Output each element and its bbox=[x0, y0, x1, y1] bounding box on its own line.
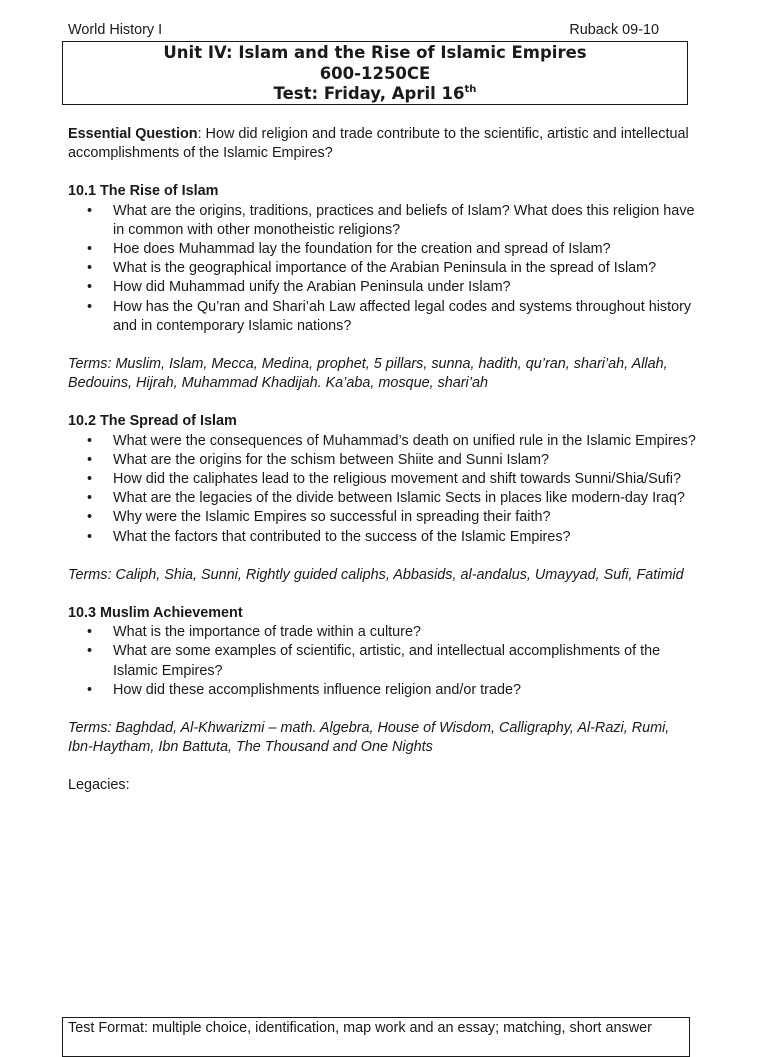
running-header bbox=[68, 21, 659, 40]
question-list bbox=[68, 202, 698, 336]
essential-question bbox=[68, 125, 698, 163]
legacies-label: Legacies: bbox=[68, 777, 130, 794]
terms-list: Terms: Muslim, Islam, Mecca, Medina, prophet, 5 pillars, sunna, hadith, qu’ran, shari’ah, Allah, Bedouins, Hijrah, Muhammad Khadijah. Ka’aba, mosque, shari’ah bbox=[68, 356, 668, 392]
list-item: • What are some examples of scientific, artistic, and intellectual accomplishments of the Islamic Empires? bbox=[68, 642, 698, 680]
list-item: • What is the importance of trade within a culture? bbox=[68, 623, 698, 642]
section-title: 10.2 The Spread of Islam bbox=[68, 413, 237, 430]
list-item: • How has the Qu’ran and Shari’ah Law affected legal codes and systems throughout history and in contemporary Islamic nations? bbox=[68, 298, 698, 336]
course-name: World History I bbox=[68, 22, 163, 38]
list-item: • How did the caliphates lead to the religious movement and shift towards Sunni/Shia/Sufi? bbox=[68, 470, 698, 489]
list-item: • What were the consequences of Muhammad’s death on unified rule in the Islamic Empires? bbox=[68, 432, 698, 451]
list-item: • What are the origins, traditions, practices and beliefs of Islam? What does this religion have in common with other monotheistic religions? bbox=[68, 202, 698, 240]
essential-question-text: : How did religion and trade contribute to the scientific, artistic and intellectual accomplishments of the Islamic Empires? bbox=[68, 126, 689, 162]
unit-title: Unit IV: Islam and the Rise of Islamic Empires bbox=[163, 43, 587, 62]
list-item: • What are the legacies of the divide between Islamic Sects in places like modern-day Iraq? bbox=[68, 489, 698, 508]
list-item: • What is the geographical importance of the Arabian Peninsula in the spread of Islam? bbox=[68, 259, 698, 278]
main-content bbox=[68, 125, 698, 796]
list-item: • How did Muhammad unify the Arabian Peninsula under Islam? bbox=[68, 278, 698, 297]
terms-list: Terms: Caliph, Shia, Sunni, Rightly guided caliphs, Abbasids, al-andalus, Umayyad, Sufi, Fatimid bbox=[68, 566, 684, 583]
test-format-text: Test Format: multiple choice, identification, map work and an essay; matching, short answer bbox=[68, 1020, 652, 1036]
essential-question-label: Essential Question bbox=[68, 126, 198, 142]
date-range: 600-1250CE bbox=[319, 63, 431, 83]
test-date bbox=[63, 84, 687, 105]
teacher-year: Ruback 09-10 bbox=[569, 22, 659, 38]
list-item: • What are the origins for the schism between Shiite and Sunni Islam? bbox=[68, 451, 698, 470]
list-item: • Hoe does Muhammad lay the foundation for the creation and spread of Islam? bbox=[68, 240, 698, 259]
question-list bbox=[68, 432, 698, 547]
terms-list: Terms: Baghdad, Al-Khwarizmi – math. Algebra, House of Wisdom, Calligraphy, Al-Razi, Rumi, Ibn-Haytham, Ibn Battuta, The Thousand and One Nights bbox=[68, 720, 670, 756]
test-format-box bbox=[62, 1017, 690, 1057]
section-title: 10.1 The Rise of Islam bbox=[68, 183, 219, 200]
question-list bbox=[68, 623, 698, 700]
unit-title-box bbox=[62, 41, 688, 105]
section-title: 10.3 Muslim Achievement bbox=[68, 605, 243, 622]
test-date-text: Test: Friday, April 16 bbox=[273, 84, 465, 103]
list-item: • How did these accomplishments influence religion and/or trade? bbox=[68, 681, 698, 700]
list-item: • What the factors that contributed to the success of the Islamic Empires? bbox=[68, 528, 698, 547]
test-date-suffix: th bbox=[464, 83, 477, 95]
list-item: • Why were the Islamic Empires so successful in spreading their faith? bbox=[68, 508, 698, 527]
